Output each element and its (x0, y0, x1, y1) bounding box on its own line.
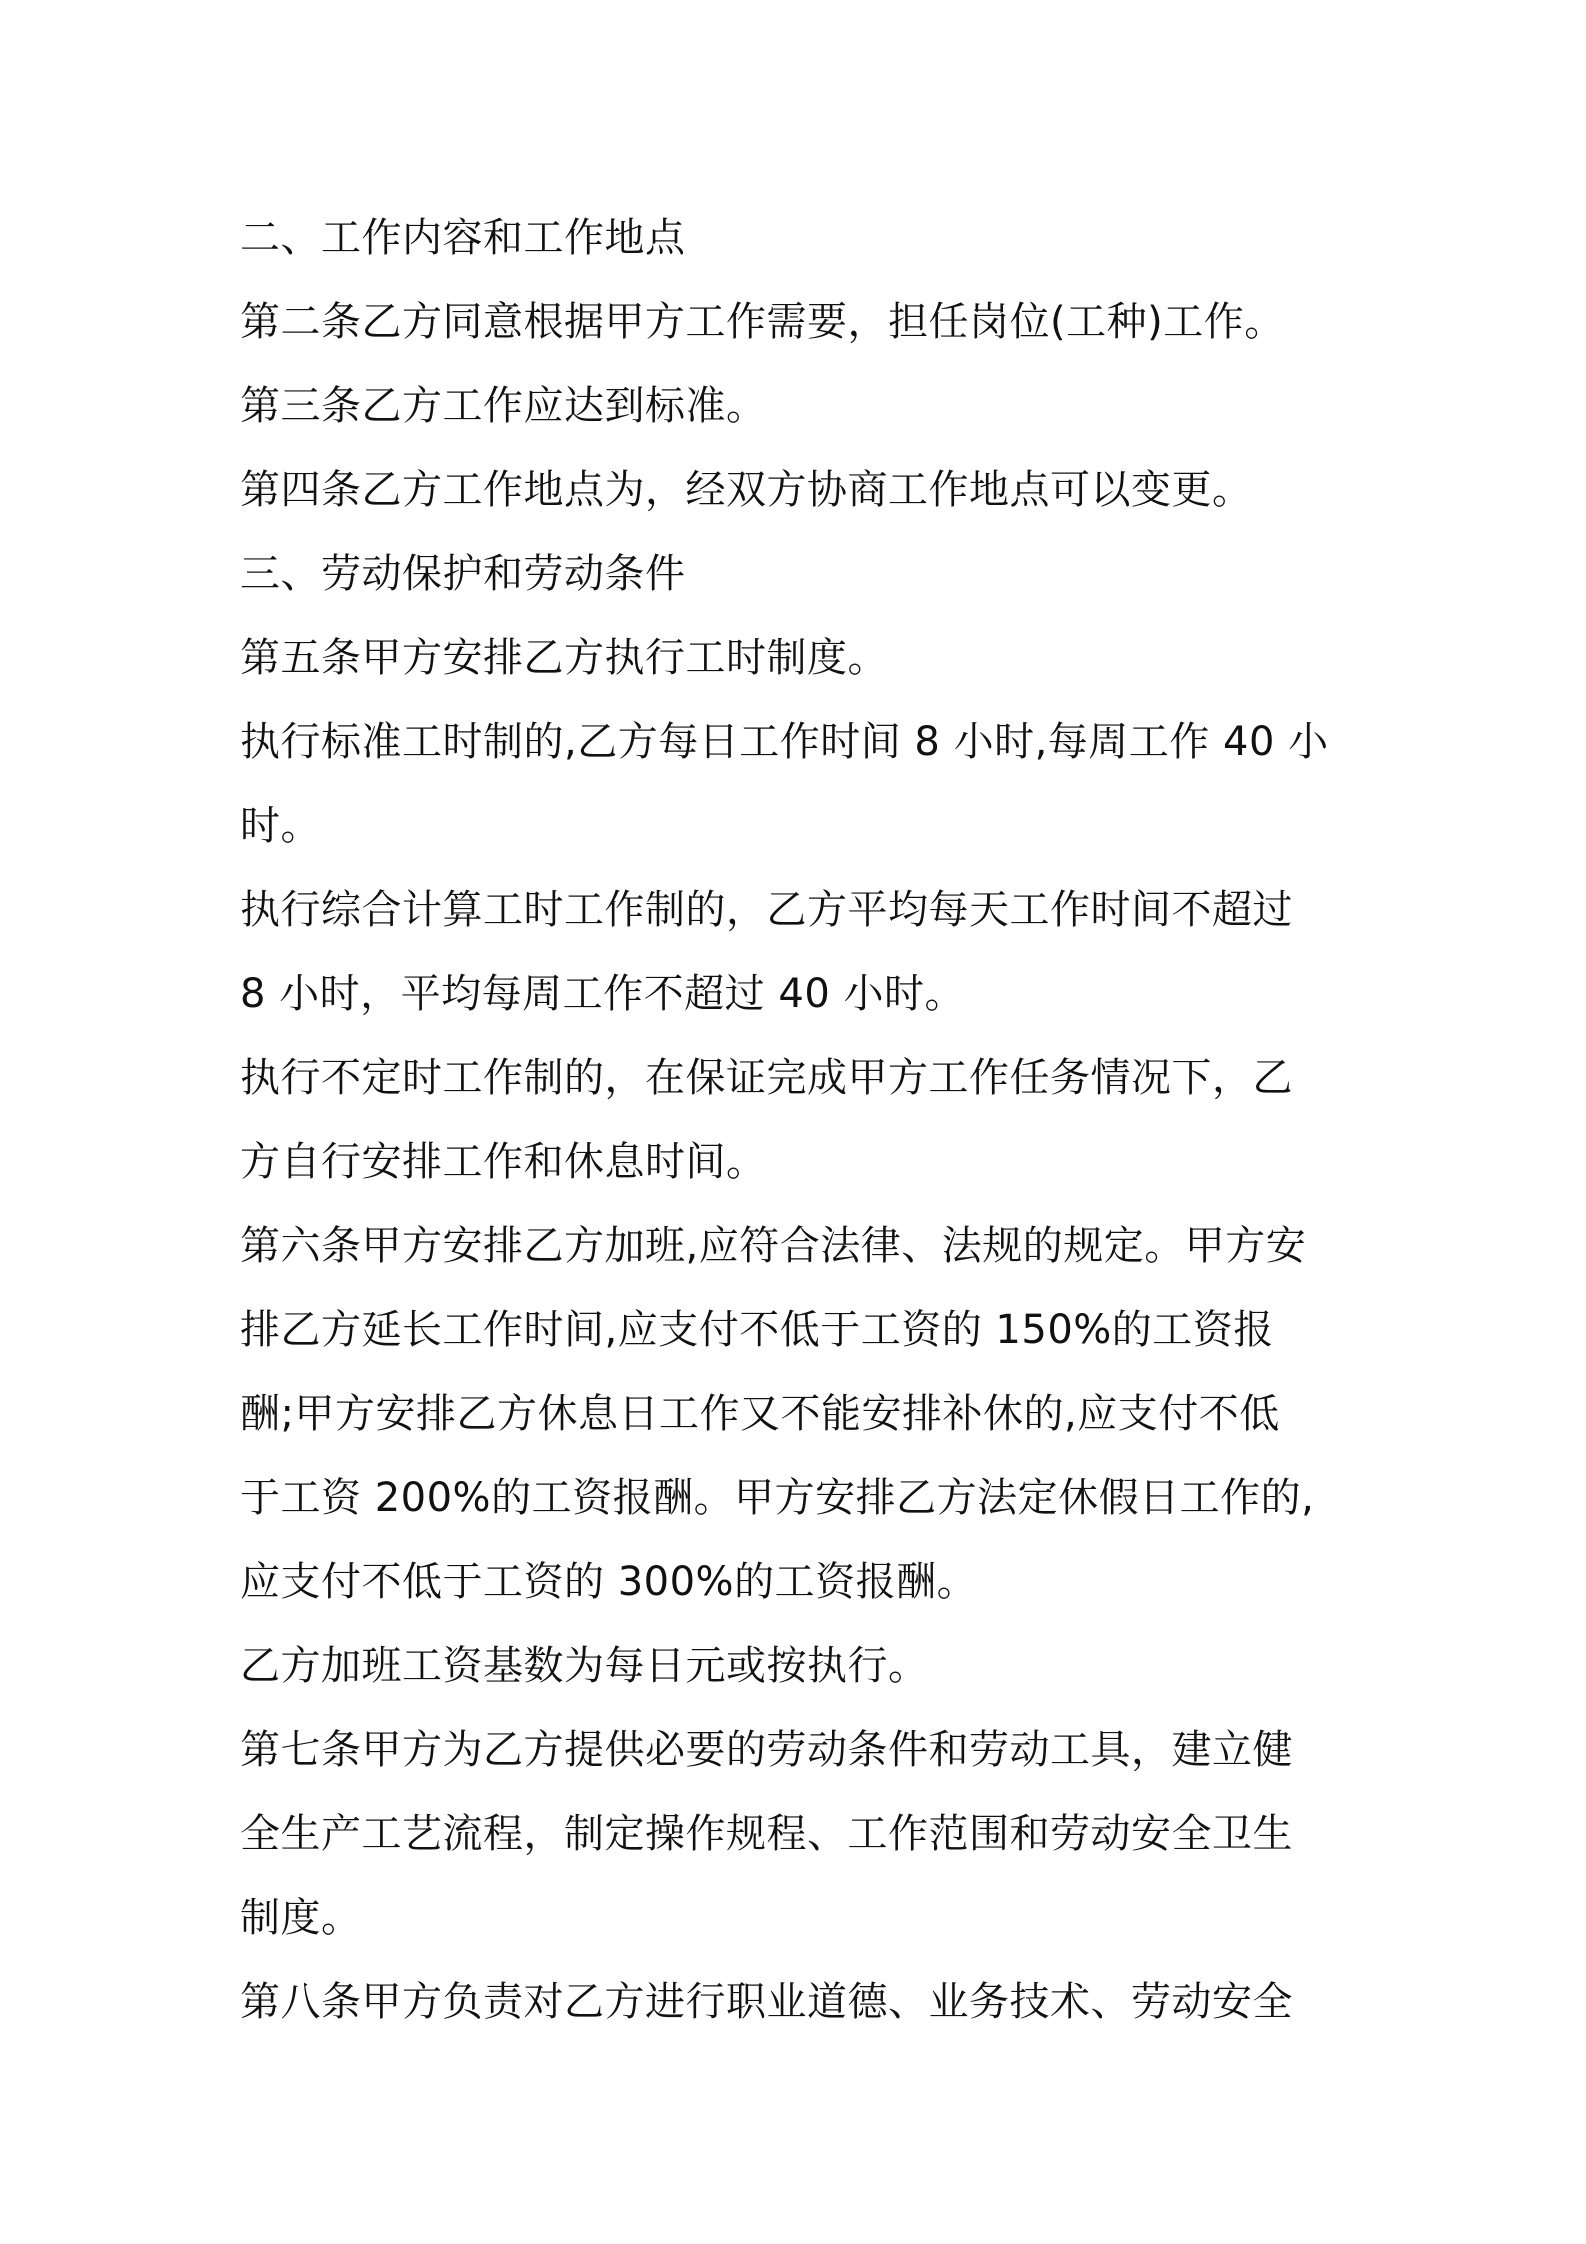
article-4-line: 第四条乙方工作地点为，经双方协商工作地点可以变更。 (240, 467, 1253, 513)
article-6-line-1: 第六条甲方安排乙方加班,应符合法律、法规的规定。甲方安 (240, 1223, 1307, 1269)
article-5-line: 第五条甲方安排乙方执行工时制度。 (240, 635, 888, 681)
standard-hours-line-2: 时。 (240, 803, 321, 849)
article-6-line-2: 排乙方延长工作时间,应支付不低于工资的 150%的工资报 (240, 1307, 1274, 1353)
comprehensive-hours-line-1: 执行综合计算工时工作制的，乙方平均每天工作时间不超过 (240, 887, 1293, 933)
comprehensive-hours-line-2: 8 小时，平均每周工作不超过 40 小时。 (240, 971, 965, 1017)
article-6-line-3: 酬;甲方安排乙方休息日工作又不能安排补休的,应支付不低 (240, 1391, 1280, 1437)
article-7-line-3: 制度。 (240, 1895, 362, 1941)
flexible-hours-line-2: 方自行安排工作和休息时间。 (240, 1139, 767, 1185)
flexible-hours-line-1: 执行不定时工作制的，在保证完成甲方工作任务情况下，乙 (240, 1055, 1293, 1101)
section-heading-labor-protection: 三、劳动保护和劳动条件 (240, 551, 686, 597)
overtime-base-line: 乙方加班工资基数为每日元或按执行。 (240, 1643, 929, 1689)
article-8-line-1: 第八条甲方负责对乙方进行职业道德、业务技术、劳动安全 (240, 1979, 1293, 2025)
article-6-line-4: 于工资 200%的工资报酬。甲方安排乙方法定休假日工作的, (240, 1475, 1315, 1521)
document-body (240, 196, 1360, 2044)
article-7-line-2: 全生产工艺流程，制定操作规程、工作范围和劳动安全卫生 (240, 1811, 1293, 1857)
article-7-line-1: 第七条甲方为乙方提供必要的劳动条件和劳动工具，建立健 (240, 1727, 1293, 1773)
article-6-line-5: 应支付不低于工资的 300%的工资报酬。 (240, 1559, 978, 1605)
article-2-line: 第二条乙方同意根据甲方工作需要，担任岗位(工种)工作。 (240, 299, 1285, 345)
article-3-line: 第三条乙方工作应达到标准。 (240, 383, 767, 429)
standard-hours-line-1: 执行标准工时制的,乙方每日工作时间 8 小时,每周工作 40 小 (240, 719, 1329, 765)
section-heading-work-content: 二、工作内容和工作地点 (240, 215, 686, 261)
